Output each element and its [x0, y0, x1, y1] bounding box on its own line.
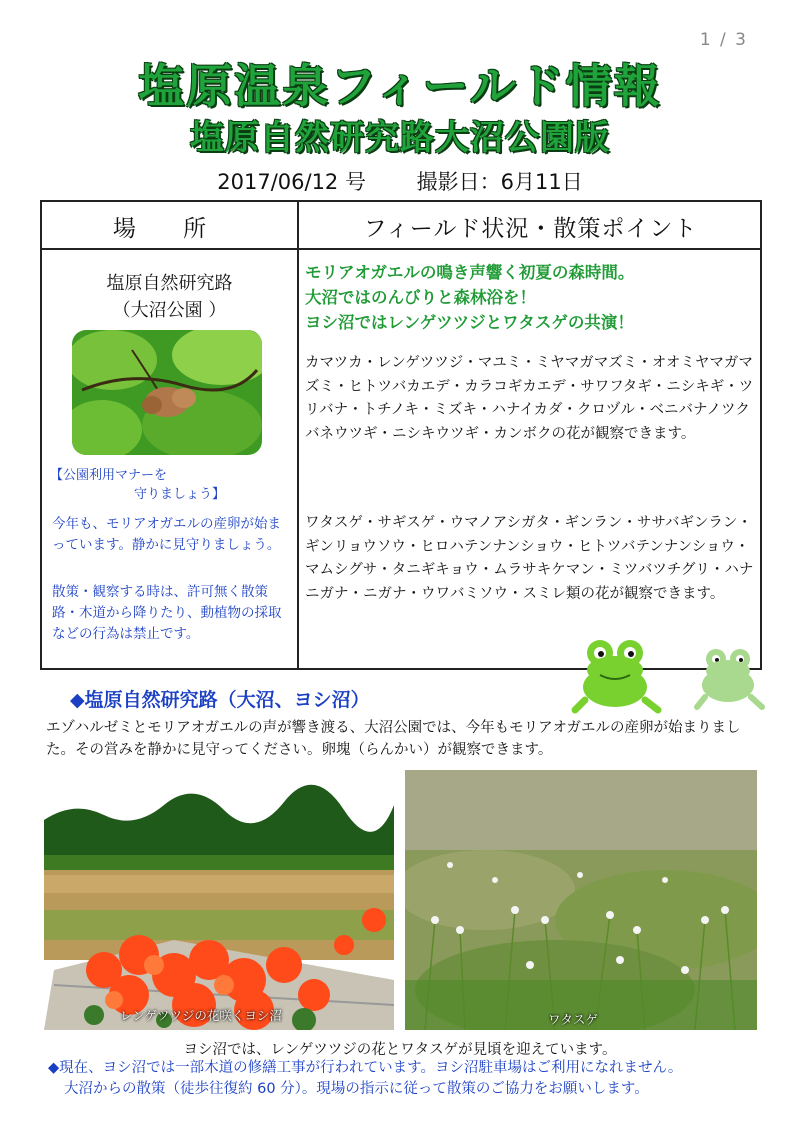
- flowers-list-plants: ワタスゲ・サギスゲ・ウマノアシガタ・ギンラン・ササバギンラン・ギンリョウソウ・ヒロハテンナンショウ・ヒトツバテンナンショウ・マムシグサ・タニギキョウ・ムラサキケマン・ミツバツチグリ・ハナニガナ・ニガナ・ウワバミソウ・スミレ類の花が観察できます。: [305, 515, 754, 602]
- header-divider: [42, 248, 760, 250]
- highlight-points: [305, 260, 760, 335]
- tree-frog-photo: [72, 330, 262, 455]
- issue-line: [0, 166, 800, 196]
- header-place: 場 所: [112, 216, 227, 242]
- place-name-line-2: （大沼公園 ）: [112, 300, 227, 321]
- page-subtitle: 塩原自然研究路大沼公園版: [190, 118, 610, 158]
- manner-title-line-2: 守りましょう】: [134, 487, 226, 502]
- highlight-line-3: ヨシ沼ではレンゲツツジとワタスゲの共演！: [305, 313, 634, 332]
- manner-title-line-1: 【公園利用マナーを: [50, 468, 168, 483]
- highlight-line-1: モリアオガエルの鳴き声響く初夏の森時間。: [305, 263, 635, 282]
- highlight-line-2: 大沼ではのんびりと森林浴を！: [305, 288, 536, 307]
- header-field-status: フィールド状況・散策ポイント: [363, 216, 698, 242]
- section-description: エゾハルゼミとモリアオガエルの声が響き渡る、大沼公園では、今年もモリアオガエルの産卵が始まりました。その営みを静かに見守ってください。卵塊（らんかい）が観察できます。: [46, 720, 741, 758]
- section-heading: ◆塩原自然研究路（大沼、ヨシ沼）: [70, 689, 370, 711]
- footer-notice-line-1: ◆現在、ヨシ沼では一部木道の修繕工事が行われています。ヨシ沼駐車場はご利用になれません。: [48, 1060, 683, 1076]
- caption-cottongrass: ワタスゲ: [548, 1012, 598, 1027]
- caption-azalea: レンゲツツジの花咲くヨシ沼: [120, 1008, 282, 1023]
- column-divider: [297, 202, 299, 668]
- place-name-line-1: 塩原自然研究路: [106, 273, 233, 294]
- manner-notice-spawning: 今年も、モリアオガエルの産卵が始まっています。静かに見守りましょう。: [52, 516, 281, 553]
- manner-title: [50, 466, 290, 504]
- flowers-list-trees: カマツカ・レンゲツツジ・マユミ・ミヤマガマズミ・オオミヤマガマズミ・ヒトツバカエデ・カラコギカエデ・サワフタギ・ニシキギ・ツリバナ・トチノキ・ミズキ・ハナイカダ・クロヅル・ベニバナノツクバネウツギ・ニシキウツギ・カンボクの花が観察できます。: [305, 355, 754, 442]
- frog-illustration: [570, 625, 770, 715]
- footer-bloom-note: ヨシ沼では、レンゲツツジの花とワタスゲが見頃を迎えています。: [183, 1042, 617, 1058]
- issue-date: 2017/06/12 号: [217, 170, 366, 194]
- page-title: 塩原温泉フィールド情報: [138, 59, 662, 113]
- photo-date: 撮影日：6月11日: [416, 170, 583, 194]
- cottongrass-photo: [405, 770, 757, 1030]
- manner-notice-rules: 散策・観察する時は、許可無く散策路・木道から降りたり、動植物の採取などの行為は禁止です。: [52, 584, 282, 642]
- footer-notice-line-2: 大沼からの散策（徒歩往復約 60 分）。現場の指示に従って散策のご協力をお願いします。: [64, 1081, 649, 1097]
- page-number: 1 / 3: [699, 30, 748, 50]
- footer-construction-notice: [48, 1058, 768, 1100]
- yoshinuma-azalea-photo: [44, 770, 394, 1030]
- place-name: [42, 270, 297, 324]
- info-table: [40, 200, 762, 670]
